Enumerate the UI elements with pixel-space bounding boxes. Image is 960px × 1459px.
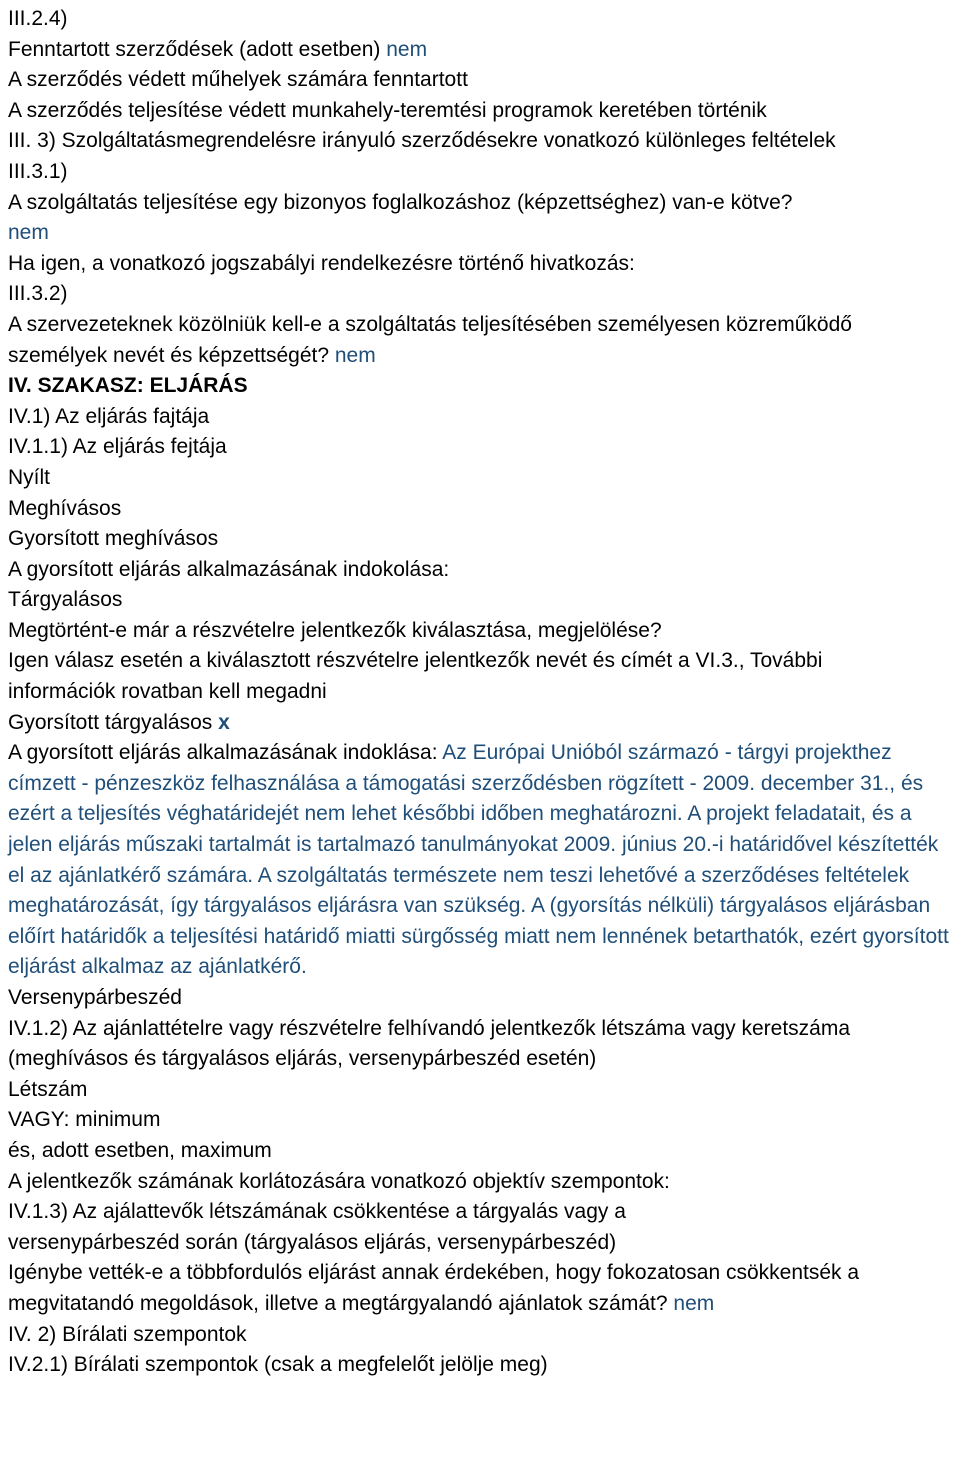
procedure-type-option: Gyorsított meghívásos (8, 527, 219, 551)
section-heading: IV.1) Az eljárás fajtája (8, 404, 210, 428)
legal-reference-label: Ha igen, a vonatkozó jogszabályi rendelkezésre történő hivatkozás: (8, 251, 635, 275)
section-heading: IV.1.3) Az ajálattevők létszámának csökkentése a tárgyalás vagy a versenypárbeszéd során (tárgyalásos eljárás, versenypárbeszéd) (8, 1200, 626, 1254)
multistage-question: Igénybe vették-e a többfordulós eljárást annak érdekében, hogy fokozatosan csökkentsék a megvitatandó megoldások, illetve a megtárgyalandó ajánlatok számát? (8, 1261, 860, 1315)
justification-label: A gyorsított eljárás alkalmazásának indoklása: (8, 741, 443, 765)
profession-question: A szolgáltatás teljesítése egy bizonyos foglalkozáshoz (képzettséghez) van-e kötve? (8, 190, 793, 214)
section-number: III.3.2) (8, 282, 68, 306)
procedure-type-selected-row (8, 708, 954, 739)
justification-row (8, 738, 958, 983)
reserved-contracts-value: nem (386, 37, 428, 61)
section-number: III.2.4) (8, 7, 68, 30)
reserved-contracts-row (8, 35, 954, 66)
procedure-type-option: Versenypárbeszéd (8, 986, 182, 1009)
section-heading: IV. 2) Bírálati szempontok (8, 1322, 247, 1346)
section-title: IV. SZAKASZ: ELJÁRÁS (8, 374, 248, 398)
section-heading: III. 3) Szolgáltatásmegrendelésre irányuló szerződésekre vonatkozó különleges feltételek (8, 129, 836, 153)
minimum-label: VAGY: minimum (8, 1108, 161, 1132)
procedure-type-option: Meghívásos (8, 496, 122, 520)
headcount-label: Létszám (8, 1077, 88, 1101)
reserved-contracts-label: Fenntartott szerződések (adott esetben) (8, 37, 387, 61)
section-heading: IV.1.2) Az ajánlattételre vagy részvételre felhívandó jelentkezők létszáma vagy keretszáma (meghívásos és tárgyalásos eljárás, versenypárbeszéd esetén) (8, 1016, 850, 1071)
staff-value: nem (334, 343, 376, 367)
multistage-row (8, 1258, 888, 1319)
section-heading: IV.2.1) Bírálati szempontok (csak a megfelelőt jelölje meg) (8, 1353, 548, 1377)
justification-label: A gyorsított eljárás alkalmazásának indokolása: (8, 557, 450, 581)
section-heading: IV.1.1) Az eljárás fejtája (8, 435, 227, 459)
reserved-workshops-text: A szerződés védett műhelyek számára fenntartott (8, 68, 468, 92)
procedure-type-option: Nyílt (8, 465, 50, 489)
multistage-value: nem (673, 1291, 715, 1315)
staff-question-row (8, 310, 888, 371)
staff-question: A szervezeteknek közölniük kell-e a szolgáltatás teljesítésében személyesen közreműködő személyek nevét és képzettségét? (8, 312, 852, 367)
reserved-programmes-text: A szerződés teljesítése védett munkahely-teremtési programok keretében történik (8, 98, 767, 122)
section-number: III.3.1) (8, 159, 68, 183)
procedure-type-option: Gyorsított tárgyalásos (8, 710, 219, 734)
candidates-question: Megtörtént-e már a részvételre jelentkezők kiválasztása, megjelölése? (8, 618, 662, 642)
candidates-note: Igen válasz esetén a kiválasztott részvételre jelentkezők nevét és címét a VI.3., További információk rovatban kell megadni (8, 649, 823, 704)
maximum-label: és, adott esetben, maximum (8, 1138, 272, 1162)
objective-criteria-label: A jelentkezők számának korlátozására vonatkozó objektív szempontok: (8, 1169, 670, 1193)
justification-value: Az Európai Unióból származó - tárgyi projekthez címzett - pénzeszköz felhasználása a támogatási szerződésben rögzített - 2009. december 31., és ezért a teljesítés véghatáridejét nem lehet későbbi időben meghatározni. A projekt feladatait, és a jelen eljárás műszaki tartalmát is tartalmazó tanulmányokat 2009. június 20.-i határidővel készítették el az ajánlatkérő számára. A szolgáltatás természete nem teszi lehetővé a szerződéses feltételek meghatározását, így tárgyalásos eljárásra van szükség. A (gyorsítás nélküli) tárgyalásos eljárásban előírt határidők a teljesítési határidő miatti sürgősség miatt nem lennének betarthatók, ezért gyorsított eljárást alkalmaz az ajánlatkérő. (8, 741, 949, 979)
selected-mark: x (218, 710, 230, 734)
procedure-type-option: Tárgyalásos (8, 588, 123, 612)
profession-value: nem (8, 221, 49, 245)
